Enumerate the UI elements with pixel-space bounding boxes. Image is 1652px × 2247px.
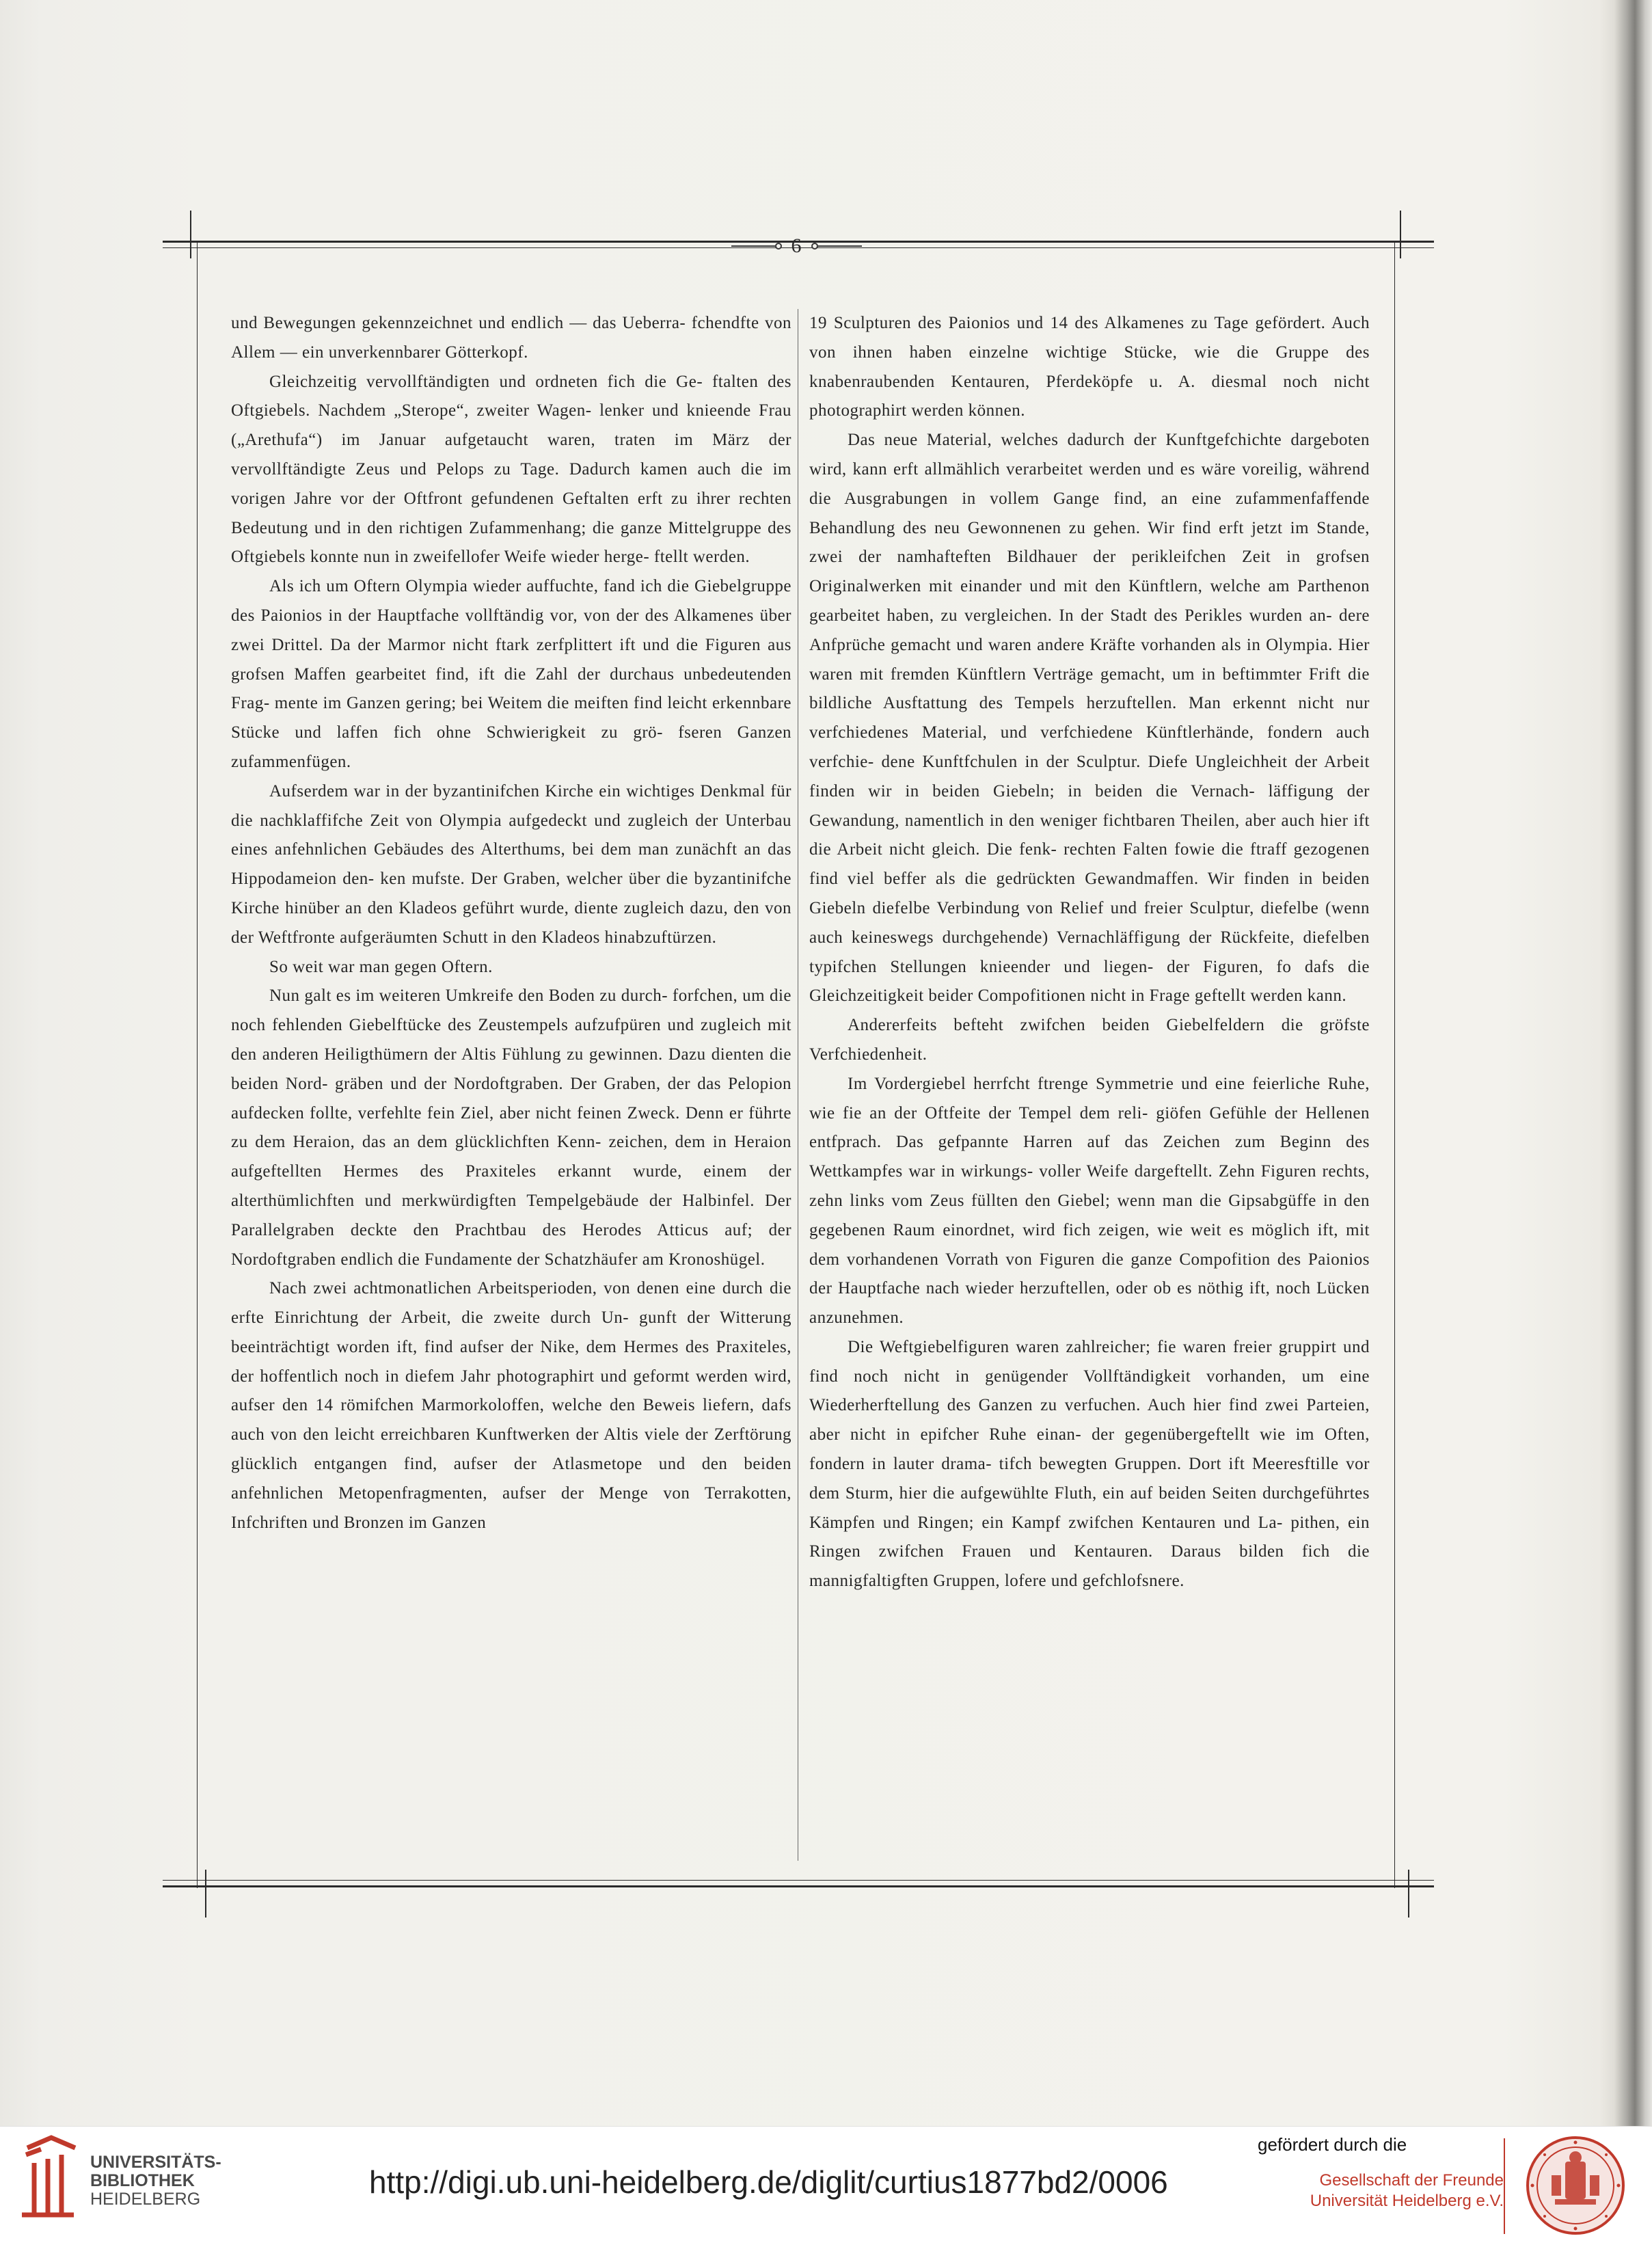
text-line: die gedrückten Gewandmaffen. Wir finden in beiden Giebeln	[809, 870, 1370, 917]
text-line: gegebenen Raum einordnet, wird fich zeigen, wie weit es	[809, 1220, 1244, 1239]
library-name-line1: UNIVERSITÄTS-	[90, 2153, 221, 2172]
text-line: herzuftellen, oder ob es nöthig ift, noch Lücken anzunehmen.	[809, 1279, 1370, 1328]
text-line: läffigung der Gewandung, namentlich in den weniger fichtbaren	[809, 781, 1370, 830]
text-line: gunft der Witterung beeinträchtigt worden ift, find aufser der	[231, 1308, 791, 1356]
top-left-frame-tick	[190, 211, 191, 258]
text-line: und den beiden anfehnlichen Metopenfragmenten, aufser der	[231, 1455, 791, 1503]
sponsor-label: gefördert durch die	[1258, 2134, 1407, 2155]
text-line: ganze Compofition des Paionios der Hauptfache nach wieder	[809, 1250, 1370, 1298]
text-line: Verfchiedenheit.	[809, 1045, 927, 1064]
text-line: aufzufpüren und zugleich mit den anderen Heiligthümern der	[231, 1016, 792, 1064]
bottom-left-frame-tick	[205, 1870, 206, 1918]
paragraph	[231, 1274, 791, 1537]
society-name[interactable]	[1278, 2170, 1504, 2211]
text-line: giöfen Gefühle der Hellenen entfprach. Das gefpannte Harren	[809, 1103, 1370, 1152]
text-line: römifchen Marmorkoloffen, welche den Beweis liefern, dafs auch	[231, 1396, 792, 1444]
text-line: und in den richtigen Zufammenhang; die ganze Mittelgruppe	[314, 518, 762, 537]
top-right-frame-tick	[1400, 211, 1401, 258]
paragraph	[231, 982, 791, 1274]
left-frame-rule	[197, 241, 198, 1888]
text-line: Denkmal für die nachklaffifche Zeit von Olympia aufgedeckt	[231, 781, 791, 830]
text-line: Nach zwei achtmonatlichen Arbeitsperioden, von denen eine	[269, 1279, 716, 1298]
text-line: find, an eine zufammenfaffende Behandlung des neu Gewonnenen	[809, 489, 1370, 537]
page-number-ornament-right	[814, 245, 862, 247]
text-line: pithen, ein Ringen zwifchen Frauen und Kentauren. Daraus	[809, 1513, 1370, 1561]
text-line: Nun galt es im weiteren Umkreife den Boden zu durch-	[269, 986, 668, 1006]
text-line: Theilen, aber auch hier ift die Arbeit nicht gleich. Die fenk-	[809, 811, 1370, 859]
text-line: zu Tage. Dadurch kamen auch die im vorigen Jahre vor der	[231, 459, 792, 508]
text-line: Giebelgruppe des Paionios in der Hauptfache vollftändig vor,	[231, 577, 791, 625]
text-line: von den leicht erreichbaren Kunftwerken der Altis viele der	[270, 1425, 709, 1444]
text-line: fchendfte von Allem — ein unverkennbarer Götterkopf.	[231, 314, 792, 362]
library-name-line2: BIBLIOTHEK	[90, 2171, 195, 2190]
text-line: und zugleich der Unterbau eines anfehnlichen Gebäudes des	[231, 811, 792, 859]
text-line: ken mufste. Der Graben, welcher über die byzantinifche Kirche	[231, 870, 792, 917]
binding-shadow	[1614, 0, 1652, 2126]
society-divider	[1504, 2138, 1505, 2234]
text-line: vorhanden, um eine Wiederherftellung des Ganzen zu verfuchen.	[809, 1367, 1370, 1415]
paragraph	[231, 777, 791, 953]
text-line: fseren Ganzen zufammenfügen.	[231, 723, 792, 771]
society-name-line1: Gesellschaft der Freunde	[1319, 2171, 1504, 2190]
text-line: (wenn auch keineswegs durchgehende) Vernachläffigung der	[809, 898, 1370, 947]
text-line: Als ich um Oftern Olympia wieder auffuchte, fand ich die	[269, 577, 690, 596]
text-line: Das neue Material, welches dadurch der Kunftgefchichte	[848, 431, 1282, 450]
text-line: erkannt wurde, einem der alterthümlichften und merkwürdigften	[231, 1162, 791, 1210]
text-line: nicht in Frage geftellt werden kann.	[1090, 986, 1347, 1006]
text-line: möglich ift, mit dem vorhandenen Vorrath von Figuren die	[809, 1220, 1370, 1269]
paragraph	[231, 309, 791, 368]
text-line: der Figuren, fo dafs die Gleichzeitigkeit beider Compofitionen	[809, 957, 1370, 1006]
page-number-ornament-left	[731, 245, 779, 247]
text-line: Zerftörung glücklich entgangen find, aufser der Atlasmetope	[231, 1425, 791, 1474]
text-line: Altis Fühlung zu gewinnen. Dazu dienten die beiden Nord-	[231, 1045, 791, 1093]
text-line: ftalten des Oftgiebels. Nachdem „Sterope“, zweiter Wagen-	[231, 372, 791, 420]
text-line: waren, traten im März der vervollftändigte Zeus und Pelops	[231, 431, 792, 479]
text-line: So weit war man gegen Oftern.	[269, 957, 493, 976]
text-line: hinabzuftürzen.	[604, 928, 717, 947]
text-line: gräben und der Nordoftgraben. Der Graben, der das Pelopion	[335, 1074, 792, 1093]
text-line: Denn er führte zu dem Heraion, das an dem glücklichften Kenn-	[231, 1103, 791, 1152]
text-line: des Oftgiebels konnte nun in zweifellofer Weife wieder herge-	[231, 518, 791, 567]
text-line: Prachtbau des Herodes Atticus auf; der Nordoftgraben endlich	[231, 1220, 792, 1269]
paragraph	[231, 953, 791, 982]
text-line: Tempelgebäude der Halbinfel. Der Parallelgraben deckte den	[231, 1191, 791, 1239]
text-line: Gleichzeitig vervollftändigten und ordneten fich die Ge-	[269, 372, 703, 391]
text-line: wie die Gruppe des knabenraubenden Kentauren, Pferdeköpfe	[809, 342, 1370, 391]
text-line: Rückfeite, diefelben typifchen Stellungen knieender und liegen-	[809, 928, 1370, 976]
library-name	[90, 2153, 241, 2209]
text-line: forfchen, um die noch fehlenden Giebelftücke des Zeustempels	[231, 986, 792, 1035]
text-line: durch die erfte Einrichtung der Arbeit, die zweite durch Un-	[231, 1279, 791, 1328]
page-number-text: 6	[791, 234, 802, 257]
text-line: auf das Zeichen zum Beginn des Wettkampfes war in wirkungs-	[809, 1133, 1370, 1181]
text-line: Tempels herzuftellen. Man erkennt nicht nur verfchiedenes	[809, 694, 1370, 742]
paragraph	[809, 426, 1370, 1011]
text-line: haben, zu vergleichen. In der Stadt des Perikles wurden an-	[886, 606, 1333, 625]
text-line: Auch hier find zwei Parteien, aber nicht in epifcher Ruhe einan-	[809, 1396, 1370, 1444]
text-line: es wäre voreilig, während die Ausgrabungen in vollem Gange	[809, 459, 1370, 508]
text-line: feierliche Ruhe, wie fie an der Oftfeite der Tempel dem reli-	[809, 1074, 1370, 1122]
text-line: Zeus füllten den Giebel; wenn man die Gipsabgüffe in den	[930, 1191, 1370, 1210]
document-url-link[interactable]: http://digi.ub.uni-heidelberg.de/diglit/curtius1877bd2/0006	[369, 2164, 1168, 2200]
text-line: Bildhauer der perikleifchen Zeit in grofsen Originalwerken mit	[809, 548, 1370, 596]
text-line: Alterthums, bei dem man zunächft an das Hippodameion den-	[231, 840, 791, 889]
text-line: gemacht, um in beftimmter Frift die bildliche Ausftattung des	[809, 664, 1370, 713]
left-text-column	[231, 309, 791, 1537]
society-name-line2: Universität Heidelberg e.V.	[1310, 2192, 1504, 2210]
text-line: Im Vordergiebel herrfcht ftrenge Symmetrie und eine	[848, 1074, 1245, 1093]
text-line: hinüber an den Kladeos geführt wurde, diente zugleich dazu,	[285, 898, 729, 917]
paragraph	[809, 1333, 1370, 1596]
text-line: den von der Weftfronte aufgeräumten Schutt in den Kladeos	[231, 898, 792, 947]
text-line: Oftfront gefundenen Geftalten erft zu ihrer rechten Bedeutung	[231, 489, 791, 537]
text-line: gefördert. Auch von ihnen haben einzelne wichtige Stücke,	[809, 314, 1370, 362]
text-line: rechten Falten fowie die ftraff gezogenen find viel beffer als	[809, 840, 1370, 889]
paragraph	[809, 1011, 1370, 1070]
paragraph	[231, 572, 791, 777]
text-line: hier die aufgewühlte Fluth, ein auf beiden Seiten durchgeführtes	[899, 1483, 1370, 1503]
text-line: Jahr photographirt und geformt werden wird, aufser den 14	[231, 1367, 791, 1415]
text-line: als in Olympia. Hier waren mit fremden Künftlern Verträge	[809, 635, 1370, 684]
text-line: aufdecken follte, verfehlte fein Ziel, aber nicht feinen Zweck.	[231, 1103, 680, 1122]
text-line: die Fundamente der Schatzhäufer am Kronoshügel.	[398, 1250, 766, 1269]
text-line: u. A. diesmal noch nicht photographirt werden können.	[809, 372, 1370, 420]
text-line: Die Weftgiebelfiguren waren zahlreicher; fie waren freier	[848, 1337, 1273, 1356]
text-line: dargeboten wird, kann erft allmählich verarbeitet werden und	[809, 431, 1370, 479]
right-text-column	[809, 309, 1370, 1596]
text-line: und Bewegungen gekennzeichnet und endlich — das Ueberra-	[231, 314, 686, 332]
text-line: diefelbe Verbindung von Relief und freier Sculptur, diefelbe	[872, 898, 1319, 917]
text-line: dere Anfprüche gemacht und waren andere Kräfte vorhanden	[809, 606, 1370, 654]
text-line: erkennbare Stücke und laffen fich ohne Schwierigkeit zu grö-	[231, 694, 792, 742]
text-line: gruppirt und find noch nicht in genügender Vollftändigkeit	[809, 1337, 1370, 1386]
text-line: tifch bewegten Gruppen. Dort ift Meeresftille vor dem Sturm,	[809, 1455, 1370, 1503]
text-line: Menge von Terrakotten, Infchriften und Bronzen im Ganzen	[231, 1483, 792, 1532]
text-line: der gegenübergeftellt wie im Often, fondern in lauter drama-	[809, 1425, 1370, 1474]
bottom-frame-rule-thick	[163, 1885, 1434, 1887]
text-line: einander und mit den Künftlern, welche am Parthenon gearbeitet	[809, 577, 1370, 625]
text-line: bilden fich die mannigfaltigften Gruppen, lofere und gefchlofsnere.	[809, 1542, 1370, 1591]
text-line: zu gehen. Wir find erft jetzt im Stande, zwei der namhafteften	[809, 518, 1370, 567]
text-line: Nike, dem Hermes des Praxiteles, der hoffentlich noch in diefem	[231, 1337, 792, 1386]
page-number	[721, 232, 871, 260]
text-line: Andererfeits befteht zwifchen beiden Giebelfeldern die gröfste	[848, 1016, 1370, 1035]
text-line: voller Weife dargeftellt. Zehn Figuren rechts, zehn links vom	[809, 1162, 1370, 1210]
text-line: Arbeit finden wir in beiden Giebeln; in beiden die Vernach-	[809, 752, 1370, 800]
text-line: nicht ftark zerfplittert ift und die Figuren aus grofsen Maffen	[231, 635, 792, 684]
text-line: Aufserdem war in der byzantinifchen Kirche ein wichtiges	[269, 781, 695, 800]
text-line: zeichen, dem in Heraion aufgeftellten Hermes des Praxiteles	[231, 1133, 791, 1181]
bottom-right-frame-tick	[1408, 1870, 1409, 1918]
university-seal-icon[interactable]	[1524, 2134, 1627, 2237]
text-line: 19 Sculpturen des Paionios und 14 des Alkamenes zu Tage	[809, 314, 1249, 332]
text-line: Kämpfen und Ringen; ein Kampf zwifchen Kentauren und La-	[809, 1513, 1283, 1532]
right-frame-rule	[1394, 241, 1395, 1888]
text-line: von der des Alkamenes über zwei Drittel. Da der Marmor	[231, 606, 791, 654]
ub-heidelberg-logo-icon[interactable]	[14, 2134, 82, 2223]
paragraph	[809, 1070, 1370, 1333]
paragraph	[809, 309, 1370, 426]
text-line: Material, und verfchiedene Künftlerhände, fondern auch verfchie-	[809, 723, 1370, 771]
text-line: mente im Ganzen gering; bei Weitem die meiften find leicht	[274, 694, 707, 713]
text-line: ftellt werden.	[653, 548, 750, 567]
text-line: lenker und knieende Frau („Arethufa“) im Januar aufgetaucht	[231, 401, 791, 450]
paragraph	[231, 368, 791, 573]
library-name-line3: HEIDELBERG	[90, 2190, 201, 2209]
text-line: dene Kunftfchulen in der Sculptur. Diefe Ungleichheit der	[881, 752, 1318, 771]
text-line: gearbeitet find, ift die Zahl der durchaus unbedeutenden Frag-	[231, 664, 791, 713]
bottom-frame-rule-thin	[163, 1880, 1434, 1881]
